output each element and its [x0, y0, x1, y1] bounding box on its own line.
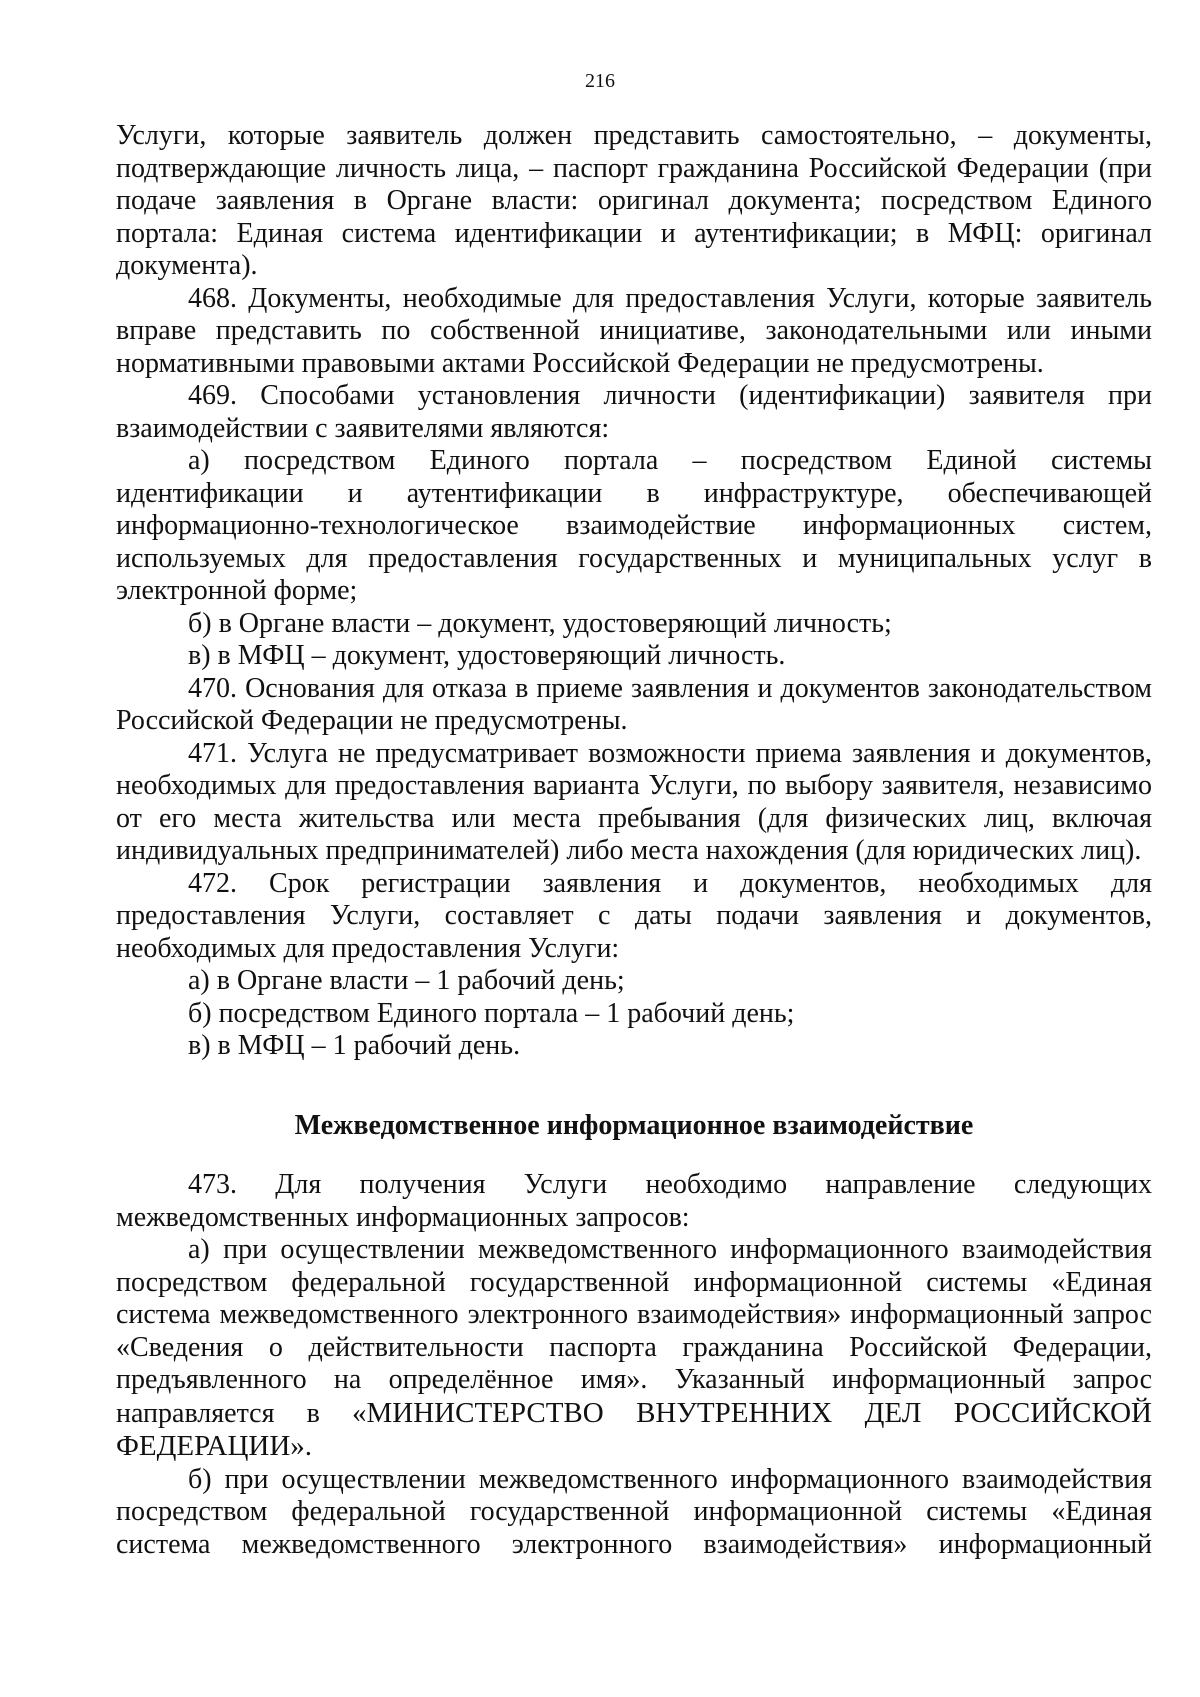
paragraph-473-a-text: а) при осуществлении межведомственного информационного взаимодействия посредством федеральной государственной информационной системы «Единая система межведомственного электронного взаимодействия» информационный запрос «Сведения о действительности паспорта гражданина Российской Федерации, предъявленного на определённое имя». Указанный информационный запрос направляется в [116, 1234, 1152, 1429]
paragraph-469: 469. Способами установления личности (идентификации) заявителя при взаимодействии с заявителями являются: [116, 380, 1152, 444]
paragraph-472-a: а) в Органе власти – 1 рабочий день; [188, 965, 625, 996]
paragraph-472: 472. Срок регистрации заявления и документов, необходимых для предоставления Услуги, составляет с даты подачи заявления и документов, необходимых для предоставления Услуги: [116, 867, 1152, 964]
paragraph-473-a [116, 1234, 1152, 1464]
paragraph-468: 468. Документы, необходимые для предоставления Услуги, которые заявитель вправе представить по собственной инициативе, законодательными или иными нормативными правовыми актами Российской Федерации не предусмотрены. [116, 282, 1152, 379]
paragraph-469-a: а) посредством Единого портала – посредством Единой системы идентификации и аутентификации в инфраструктуре, обеспечивающей информационно-технологическое взаимодействие информационных систем, используемых для предоставления государственных и муниципальных услуг в электронной форме; [116, 445, 1152, 606]
paragraph-473-b: б) при осуществлении межведомственного информационного взаимодействия посредством федеральной государственной информационной системы «Единая система межведомственного электронного взаимодействия» информационный [116, 1463, 1152, 1560]
paragraph-471: 471. Услуга не предусматривает возможности приема заявления и документов, необходимых для предоставления варианта Услуги, по выбору заявителя, независимо от его места жительства или места пребывания (для физических лиц, включая индивидуальных предпринимателей) либо места нахождения (для юридических лиц). [116, 737, 1152, 866]
paragraph-472-b: б) посредством Единого портала – 1 рабочий день; [188, 997, 795, 1029]
paragraph-469-v: в) в МФЦ – документ, удостоверяющий личность. [188, 640, 786, 671]
page-number: 216 [585, 70, 615, 92]
paragraph-469-b: б) в Органе власти – документ, удостоверяющий личность; [188, 607, 892, 639]
paragraph-473: 473. Для получения Услуги необходимо направление следующих межведомственных информационных запросов: [116, 1169, 1152, 1233]
paragraph-472-v: в) в МФЦ – 1 рабочий день. [188, 1030, 521, 1061]
document-body [116, 120, 1152, 1561]
paragraph-continuation: Услуги, которые заявитель должен представить самостоятельно, – документы, подтверждающие личность лица, – паспорт гражданина Российской Федерации (при подаче заявления в Органе власти: оригинал документа; посредством Единого портала: Единая система идентификации и аутентификации; в МФЦ: оригинал документа). [116, 120, 1152, 281]
paragraph-470: 470. Основания для отказа в приеме заявления и документов законодательством Российской Федерации не предусмотрены. [116, 672, 1152, 736]
section-heading: Межведомственное информационное взаимодействие [294, 1109, 974, 1141]
ministry-name: «МИНИСТЕРСТВО ВНУТРЕННИХ ДЕЛ РОССИЙСКОЙ ФЕДЕРАЦИИ». [116, 1396, 1152, 1462]
